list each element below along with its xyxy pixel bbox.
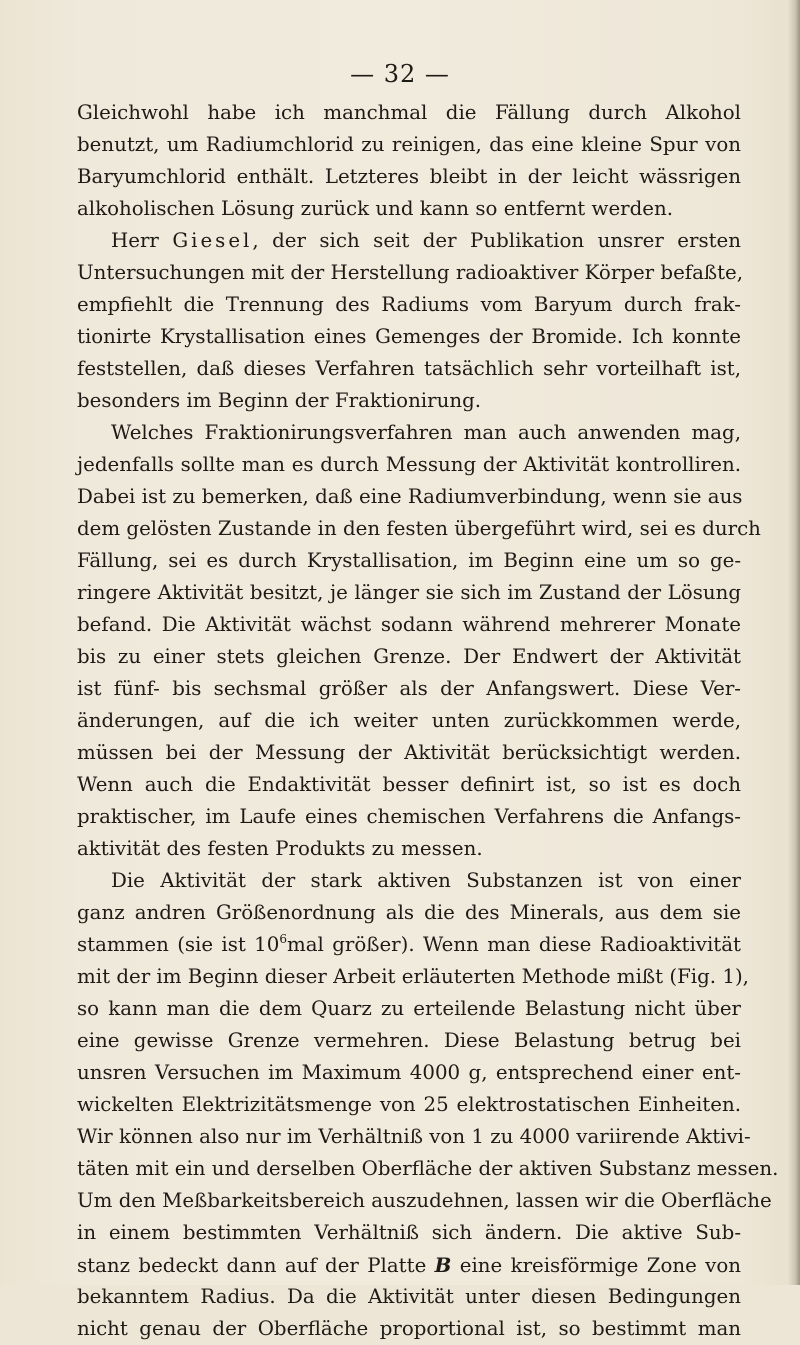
text-line: ganz andren Größenordnung als die des Minerals, aus dem sie xyxy=(77,901,741,924)
body-text xyxy=(77,97,779,1345)
text-fragment: eine kreisförmige Zone von xyxy=(451,1254,741,1277)
text-line: Gleichwohl habe ich manchmal die Fällung durch Alkohol xyxy=(77,101,741,124)
text-line: eine gewisse Grenze vermehren. Diese Belastung betrug bei xyxy=(77,1029,741,1052)
text-line: Die Aktivität der stark aktiven Substanzen ist von einer xyxy=(111,869,741,892)
text-line: aktivität des festen Produkts zu messen. xyxy=(77,837,483,860)
text-line xyxy=(77,929,741,961)
text-line xyxy=(77,1249,741,1281)
plate-label-b: B xyxy=(434,1253,452,1277)
text-line: Baryumchlorid enthält. Letzteres bleibt in der leicht wässrigen xyxy=(77,165,741,188)
text-line: jedenfalls sollte man es durch Messung der Aktivität kontrolliren. xyxy=(77,453,741,476)
text-line: Dabei ist zu bemerken, daß eine Radiumverbindung, wenn sie aus xyxy=(77,485,743,508)
text-line: alkoholischen Lösung zurück und kann so entfernt werden. xyxy=(77,197,674,220)
page-edge-shadow xyxy=(788,0,800,1285)
text-fragment: , der sich seit der Publikation unsrer ersten xyxy=(252,229,741,252)
text-line: Wenn auch die Endaktivität besser definirt ist, so ist es doch xyxy=(77,773,741,796)
page-number-header: — 32 — xyxy=(350,60,450,88)
exponent-superscript: 6 xyxy=(279,932,287,946)
text-line: tionirte Krystallisation eines Gemenges der Bromide. Ich konnte xyxy=(77,325,741,348)
text-line: Welches Fraktionirungsverfahren man auch anwenden mag, xyxy=(111,421,741,444)
text-line: befand. Die Aktivität wächst sodann während mehrerer Monate xyxy=(77,613,741,636)
text-line: in einem bestimmten Verhältniß sich ändern. Die aktive Sub- xyxy=(77,1221,741,1244)
text-line: unsren Versuchen im Maximum 4000 g, entsprechend einer ent- xyxy=(77,1061,741,1084)
text-line: Um den Meßbarkeitsbereich auszudehnen, lassen wir die Oberfläche xyxy=(77,1189,772,1212)
text-line: bis zu einer stets gleichen Grenze. Der Endwert der Aktivität xyxy=(77,645,741,668)
text-line: empfiehlt die Trennung des Radiums vom Baryum durch frak- xyxy=(77,293,741,316)
text-line: wickelten Elektrizitätsmenge von 25 elektrostatischen Einheiten. xyxy=(77,1093,741,1116)
text-fragment: mal größer). Wenn man diese Radioaktivität xyxy=(287,933,741,956)
text-line: ist fünf- bis sechsmal größer als der Anfangswert. Diese Ver- xyxy=(77,677,741,700)
text-line: praktischer, im Laufe eines chemischen Verfahrens die Anfangs- xyxy=(77,805,741,828)
text-line: mit der im Beginn dieser Arbeit erläuterten Methode mißt (Fig. 1), xyxy=(77,965,749,988)
text-line: Wir können also nur im Verhältniß von 1 zu 4000 variirende Aktivi- xyxy=(77,1125,751,1148)
text-line: Fällung, sei es durch Krystallisation, im Beginn eine um so ge- xyxy=(77,549,741,572)
text-line: besonders im Beginn der Fraktionirung. xyxy=(77,389,482,412)
author-name-spaced: Giesel xyxy=(172,229,253,252)
text-line: benutzt, um Radiumchlorid zu reinigen, das eine kleine Spur von xyxy=(77,133,741,156)
text-fragment: stanz bedeckt dann auf der Platte xyxy=(77,1254,435,1277)
text-line: feststellen, daß dieses Verfahren tatsächlich sehr vorteilhaft ist, xyxy=(77,357,741,380)
text-line: änderungen, auf die ich weiter unten zurückkommen werde, xyxy=(77,709,741,732)
text-line: bekanntem Radius. Da die Aktivität unter diesen Bedingungen xyxy=(77,1285,741,1308)
text-fragment: stammen (sie ist 10 xyxy=(77,933,280,956)
text-line: dem gelösten Zustande in den festen übergeführt wird, sei es durch xyxy=(77,517,761,540)
text-line: ringere Aktivität besitzt, je länger sie sich im Zustand der Lösung xyxy=(77,581,741,604)
text-fragment: Herr xyxy=(111,229,173,252)
text-line: Untersuchungen mit der Herstellung radioaktiver Körper befaßte, xyxy=(77,261,744,284)
text-line: müssen bei der Messung der Aktivität berücksichtigt werden. xyxy=(77,741,741,764)
text-line: so kann man die dem Quarz zu erteilende Belastung nicht über xyxy=(77,997,741,1020)
text-line: täten mit ein und derselben Oberfläche der aktiven Substanz messen. xyxy=(77,1157,779,1180)
text-line xyxy=(77,225,741,257)
text-line: nicht genau der Oberfläche proportional ist, so bestimmt man xyxy=(77,1317,741,1340)
